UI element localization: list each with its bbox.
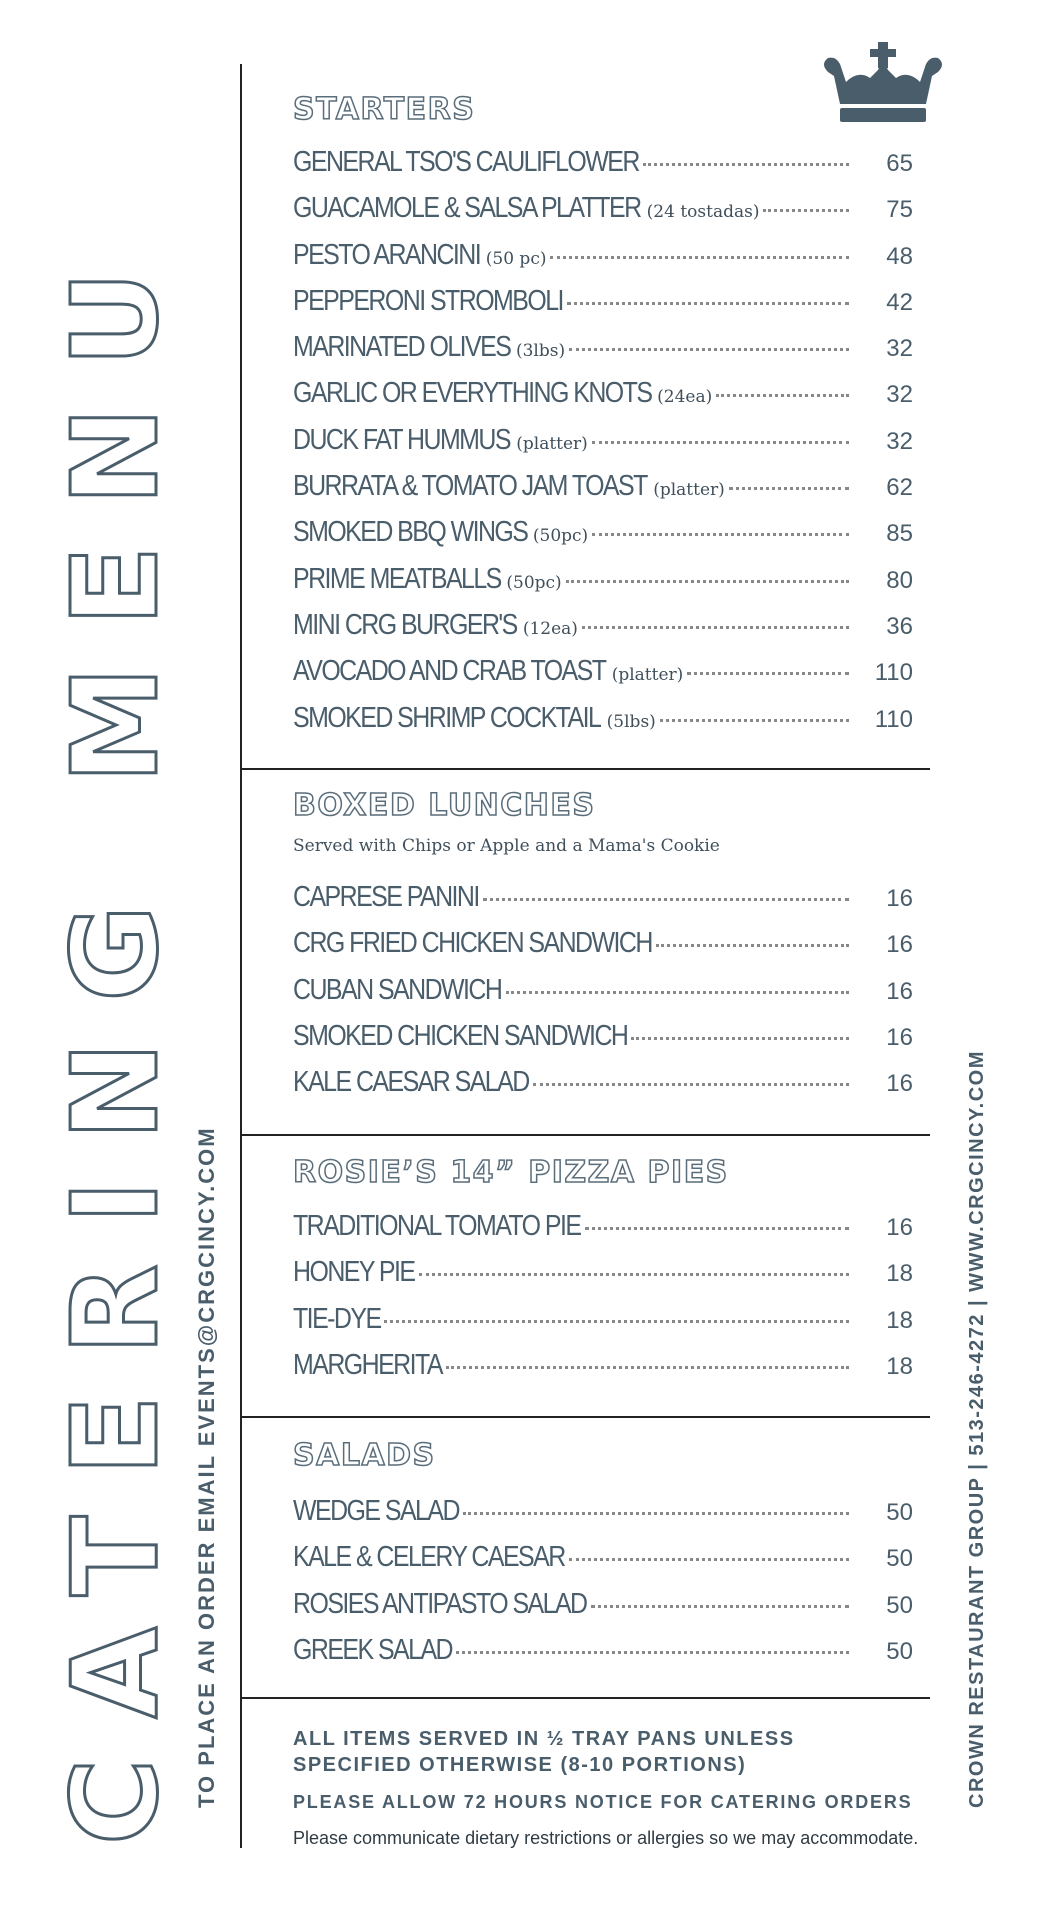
dot-leader: [569, 348, 849, 351]
menu-item: [293, 881, 913, 927]
salads-list: [293, 1495, 913, 1680]
menu-item: [293, 927, 913, 973]
dot-leader: [763, 209, 849, 212]
notice-note: PLEASE ALLOW 72 HOURS NOTICE FOR CATERING ORDERS: [293, 1792, 913, 1812]
dot-leader: [483, 898, 849, 901]
contact-info: CROWN RESTAURANT GROUP | 513-246-4272 | WWW.CRGCINCY.COM: [966, 1050, 988, 1808]
section-divider: [240, 1416, 930, 1418]
menu-item-name: DUCK FAT HUMMUS: [293, 423, 510, 456]
dot-leader: [643, 163, 849, 166]
menu-item-name: GARLIC OR EVERYTHING KNOTS: [293, 377, 652, 410]
pizza-list: [293, 1210, 913, 1395]
section-title-salads: SALADS: [293, 1438, 436, 1473]
menu-item-name: GUACAMOLE & SALSA PLATTER: [293, 192, 641, 225]
crown-icon: [818, 42, 948, 124]
dot-leader: [569, 1558, 849, 1561]
menu-item: [293, 146, 913, 192]
menu-item: [293, 1066, 913, 1112]
menu-item: [293, 285, 913, 331]
menu-item-price: 16: [886, 1214, 913, 1241]
dot-leader: [533, 1083, 849, 1086]
menu-item-price: 16: [886, 885, 913, 912]
menu-item: [293, 563, 913, 609]
menu-item-price: 110: [874, 705, 913, 733]
menu-item-name: BURRATA & TOMATO JAM TOAST: [293, 470, 647, 503]
menu-item: [293, 331, 913, 377]
menu-item-name: CUBAN SANDWICH: [293, 973, 502, 1006]
menu-item-price: 62: [886, 474, 913, 502]
menu-item-price: 32: [886, 427, 913, 455]
menu-item: [293, 424, 913, 470]
menu-item-note: (12ea): [522, 618, 578, 639]
section-divider: [240, 768, 930, 770]
dot-leader: [687, 672, 849, 675]
dot-leader: [419, 1273, 849, 1276]
menu-item-name: SMOKED CHICKEN SANDWICH: [293, 1019, 628, 1052]
menu-item-price: 80: [886, 566, 913, 594]
menu-item: [293, 1303, 913, 1349]
menu-item-note: (50pc): [506, 572, 562, 593]
dot-leader: [591, 1605, 849, 1608]
dot-leader: [716, 394, 849, 397]
menu-item-price: 16: [886, 1023, 913, 1051]
menu-item: [293, 702, 913, 748]
menu-item-price: 50: [886, 1545, 913, 1573]
menu-item-name: ROSIES ANTIPASTO SALAD: [293, 1587, 587, 1620]
menu-item: [293, 239, 913, 285]
menu-item-name: SMOKED BBQ WINGS: [293, 516, 528, 549]
menu-item: [293, 1634, 913, 1680]
menu-item-price: 18: [886, 1352, 913, 1380]
menu-item-price: 16: [886, 977, 913, 1005]
menu-item-name: MINI CRG BURGER'S: [293, 608, 517, 641]
menu-item-name: TRADITIONAL TOMATO PIE: [293, 1210, 581, 1242]
menu-item: [293, 1541, 913, 1587]
menu-item-note: (3lbs): [515, 341, 566, 362]
menu-item-name: SMOKED SHRIMP COCKTAIL: [293, 701, 601, 734]
dot-leader: [592, 533, 849, 536]
menu-item-price: 42: [886, 288, 913, 316]
menu-item-name: CAPRESE PANINI: [293, 881, 479, 913]
menu-item-name: TIE-DYE: [293, 1302, 381, 1335]
menu-item-note: (5lbs): [606, 711, 656, 732]
dot-leader: [631, 1037, 849, 1040]
menu-item-note: (24ea): [657, 387, 713, 408]
dot-leader: [566, 580, 849, 583]
menu-item: [293, 192, 913, 238]
menu-item: [293, 1588, 913, 1634]
catering-menu-title: CATERING MENU: [46, 231, 184, 1845]
menu-item-name: MARGHERITA: [293, 1348, 442, 1381]
menu-item: [293, 1349, 913, 1395]
menu-item-price: 18: [886, 1306, 913, 1334]
dot-leader: [582, 626, 849, 629]
menu-item-price: 32: [886, 335, 913, 363]
dot-leader: [729, 487, 849, 490]
menu-item-name: HONEY PIE: [293, 1256, 415, 1289]
menu-item: [293, 470, 913, 516]
menu-item-price: 110: [874, 659, 913, 687]
menu-item: [293, 974, 913, 1020]
menu-item: [293, 1020, 913, 1066]
menu-item: [293, 1495, 913, 1541]
menu-item-name: KALE CAESAR SALAD: [293, 1066, 529, 1099]
dot-leader: [506, 991, 849, 994]
menu-item-price: 48: [886, 242, 913, 270]
tray-pans-note: [293, 1726, 795, 1778]
menu-item-price: 65: [886, 150, 913, 177]
dot-leader: [384, 1320, 849, 1323]
tray-pans-note-line2: SPECIFIED OTHERWISE (8-10 PORTIONS): [293, 1754, 747, 1776]
menu-item: [293, 1256, 913, 1302]
menu-item-note: (50pc): [532, 526, 589, 547]
menu-item-price: 50: [886, 1499, 913, 1526]
section-title-pizza: ROSIE’S 14” PIZZA PIES: [293, 1155, 729, 1190]
menu-item-note: (platter): [516, 433, 588, 454]
dot-leader: [463, 1512, 849, 1515]
menu-item-price: 36: [886, 612, 913, 640]
section-title-starters: STARTERS: [293, 92, 476, 127]
dot-leader: [592, 441, 849, 444]
menu-item-price: 18: [886, 1260, 913, 1288]
menu-item: [293, 377, 913, 423]
vertical-divider: [240, 64, 242, 1848]
dot-leader: [550, 256, 849, 259]
menu-item-price: 16: [886, 931, 913, 959]
boxed-lunches-subtitle: Served with Chips or Apple and a Mama's Cookie: [293, 836, 720, 856]
menu-item-price: 85: [886, 520, 913, 548]
menu-item-name: MARINATED OLIVES: [293, 331, 511, 364]
dot-leader: [446, 1366, 849, 1369]
menu-item-price: 32: [886, 381, 913, 409]
menu-item-price: 50: [886, 1637, 913, 1665]
section-divider: [240, 1134, 930, 1136]
menu-item-note: (24 tostadas): [646, 202, 760, 223]
menu-item-name: WEDGE SALAD: [293, 1495, 459, 1527]
menu-item-note: (50 pc): [485, 248, 547, 269]
dot-leader: [567, 302, 849, 305]
menu-item: [293, 609, 913, 655]
menu-item-name: CRG FRIED CHICKEN SANDWICH: [293, 927, 652, 960]
dot-leader: [660, 719, 849, 722]
menu-item-name: AVOCADO AND CRAB TOAST: [293, 655, 606, 688]
menu-item-price: 50: [886, 1591, 913, 1619]
section-title-boxed-lunches: BOXED LUNCHES: [293, 788, 596, 823]
menu-item: [293, 655, 913, 701]
dot-leader: [585, 1227, 849, 1230]
menu-item-name: GENERAL TSO'S CAULIFLOWER: [293, 146, 639, 178]
menu-item-name: PRIME MEATBALLS: [293, 562, 501, 595]
menu-item-name: GREEK SALAD: [293, 1633, 453, 1666]
order-email-text: TO PLACE AN ORDER EMAIL EVENTS@CRGCINCY.COM: [194, 1126, 219, 1808]
menu-item-name: KALE & CELERY CAESAR: [293, 1541, 565, 1574]
dot-leader: [456, 1651, 849, 1654]
dot-leader: [656, 944, 849, 947]
boxed-lunches-list: [293, 881, 913, 1112]
menu-item-price: 16: [886, 1070, 913, 1098]
section-divider: [240, 1697, 930, 1699]
tray-pans-note-line1: ALL ITEMS SERVED IN ½ TRAY PANS UNLESS: [293, 1728, 795, 1750]
menu-item: [293, 1210, 913, 1256]
menu-item-name: PESTO ARANCINI: [293, 238, 481, 271]
menu-item: [293, 516, 913, 562]
dietary-note: Please communicate dietary restrictions or allergies so we may accommodate.: [293, 1828, 919, 1848]
menu-item-price: 75: [886, 196, 913, 224]
menu-item-name: PEPPERONI STROMBOLI: [293, 284, 563, 317]
starters-list: [293, 146, 913, 748]
menu-item-note: (platter): [611, 665, 684, 686]
menu-item-note: (platter): [653, 480, 725, 501]
